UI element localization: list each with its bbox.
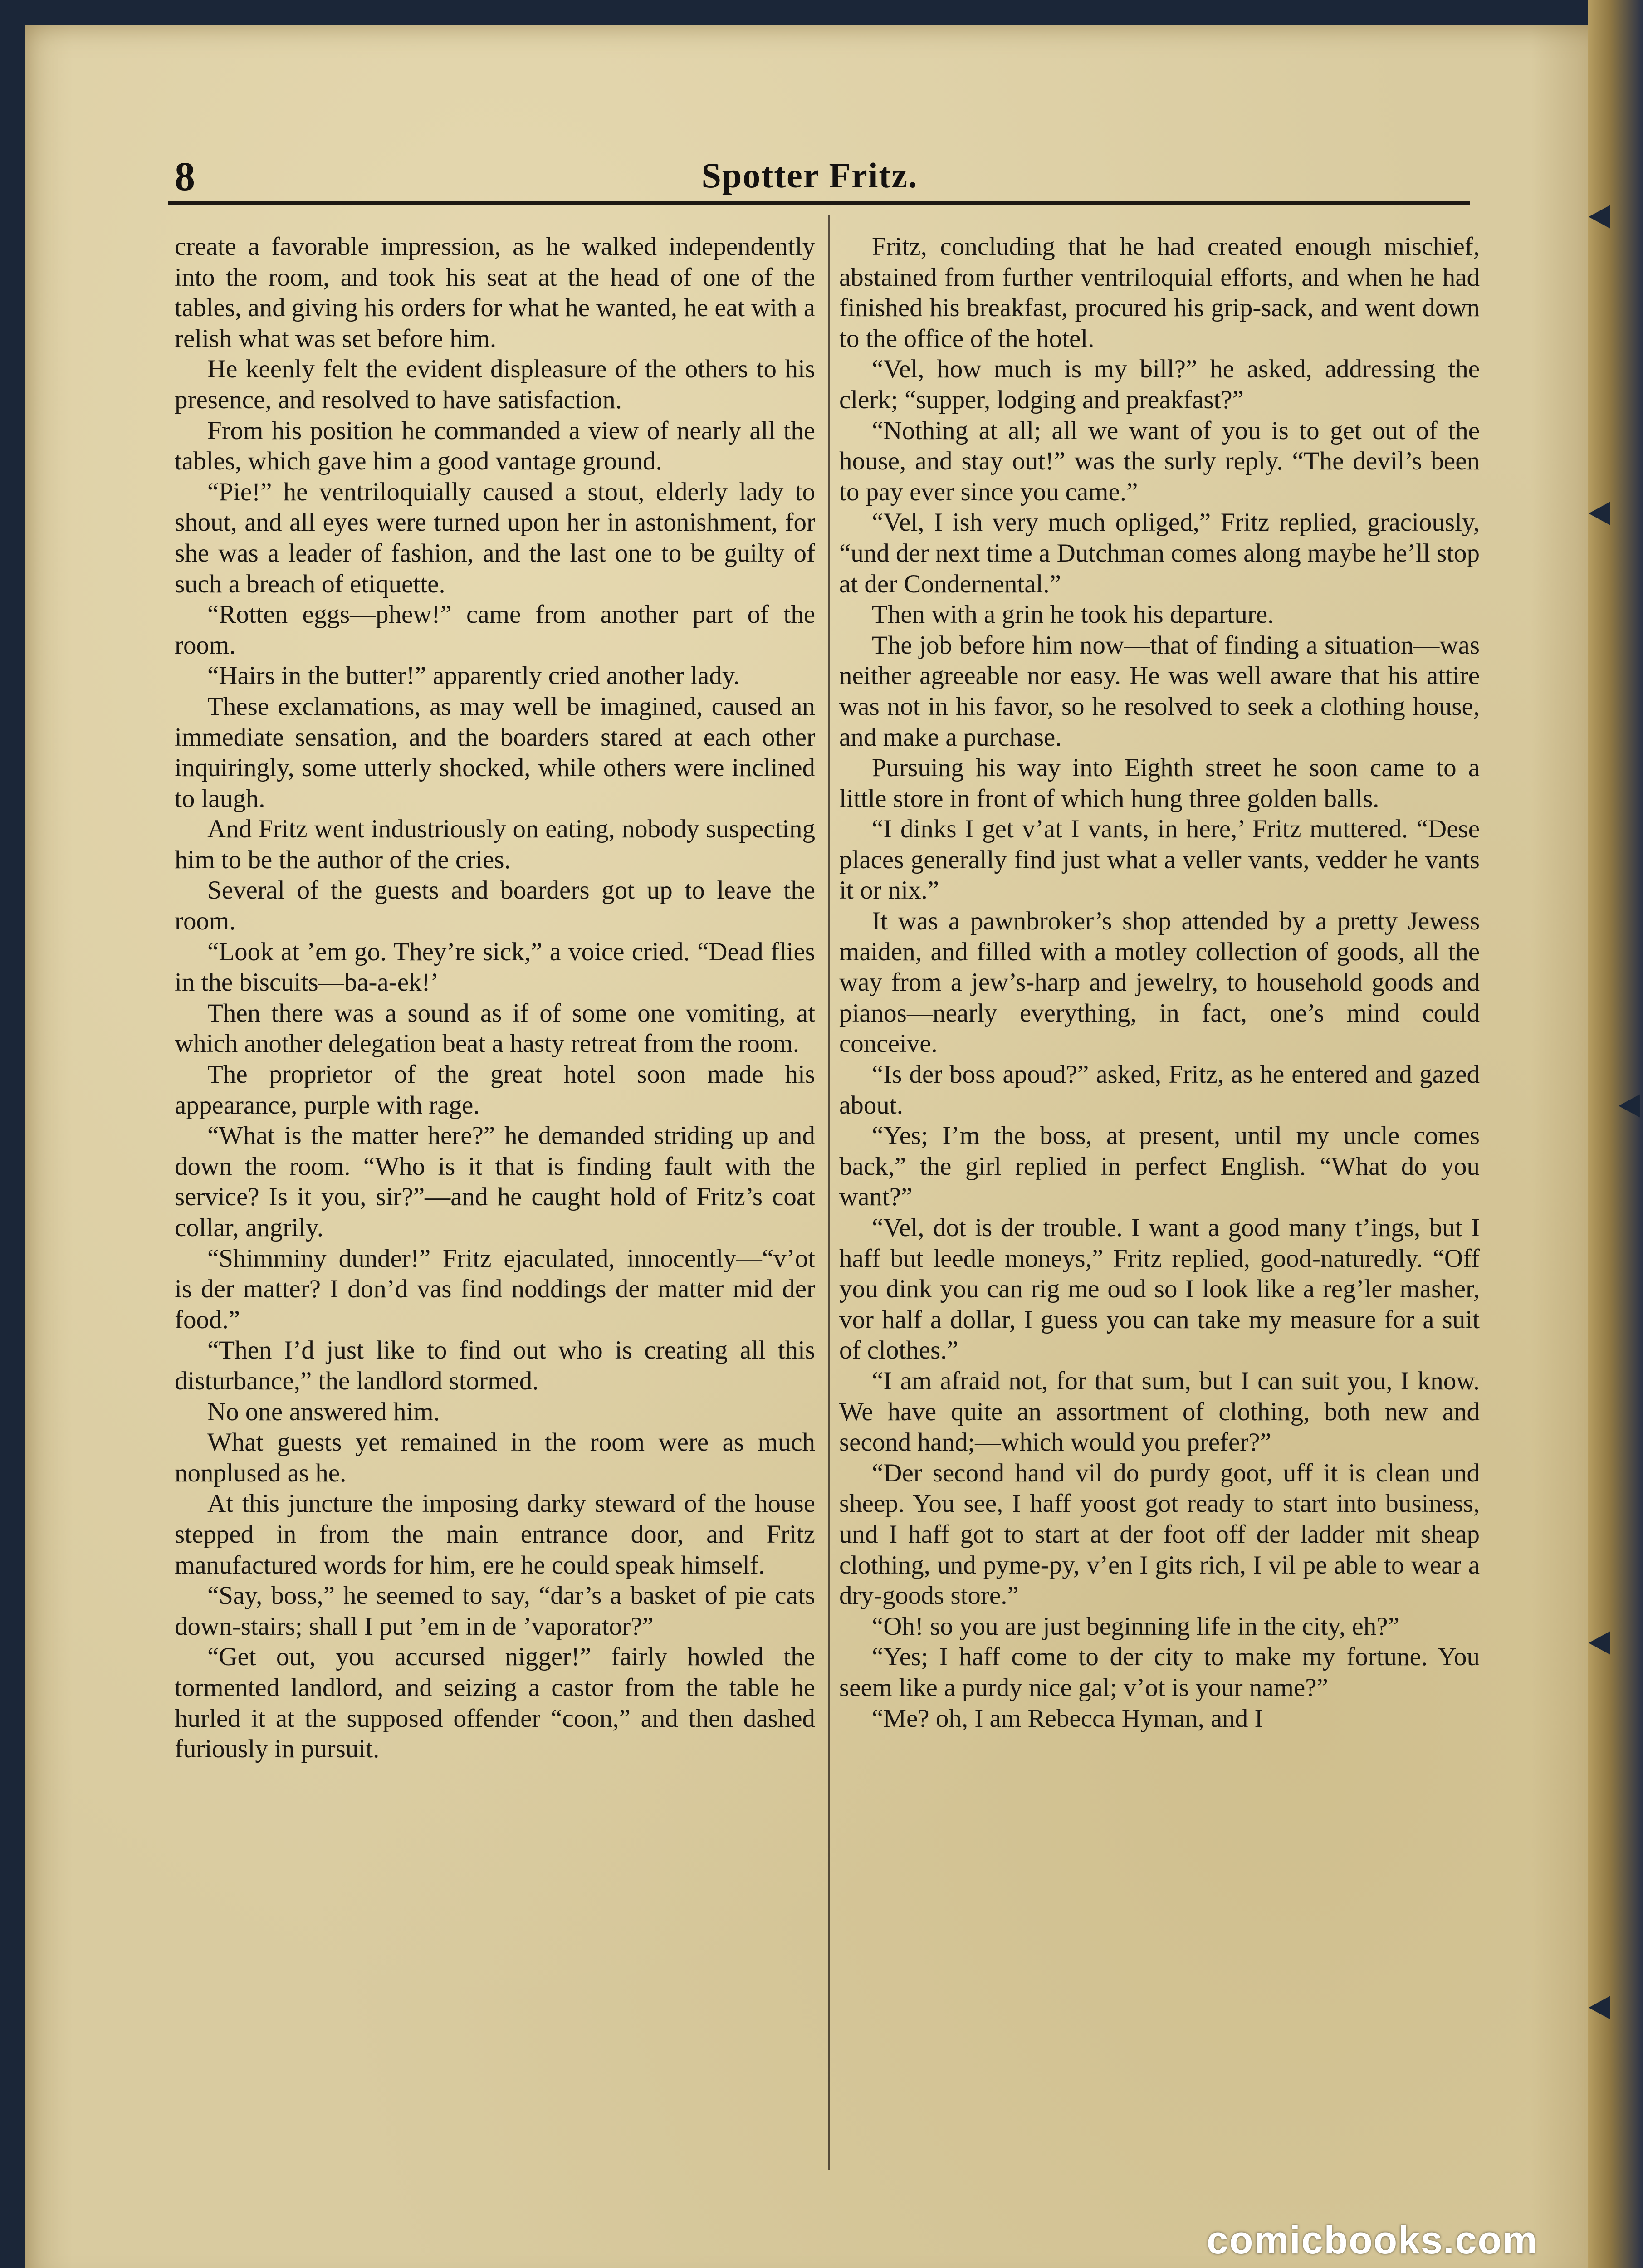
paragraph: “Nothing at all; all we want of you is to get out of the house, and stay out!” was the surly reply. “The devil’s been to pay ever since you came.” bbox=[839, 416, 1480, 506]
column-divider bbox=[828, 215, 830, 2170]
paragraph: Several of the guests and boarders got up to leave the room. bbox=[175, 876, 815, 936]
paragraph: “Shimminy dunder!” Fritz ejaculated, innocently—“v’ot is der matter? I don’d vas find noddings der matter mid der food.” bbox=[175, 1244, 815, 1334]
paragraph: “Then I’d just like to find out who is creating all this disturbance,” the landlord stormed. bbox=[175, 1336, 815, 1395]
paragraph: “Vel, dot is der trouble. I want a good many t’ings, but I haff but leedle moneys,” Fritz replied, good-naturedly. “Off you dink you can rig me oud so I look like a reg’ler masher, vor half a dollar, I guess you can take my measure for a suit of clothes.” bbox=[839, 1213, 1480, 1365]
binding-mark bbox=[1589, 1996, 1610, 2019]
site-watermark: comicbooks.com bbox=[1207, 2219, 1538, 2262]
paragraph: The job before him now—that of finding a situation—was neither agreeable nor easy. He was well aware that his attire was not in his favor, so he resolved to seek a clothing house, and make a purchase. bbox=[839, 631, 1480, 752]
paragraph: “I dinks I get v’at I vants, in here,’ Fritz muttered. “Dese places generally find just what a veller vants, vedder he vants it or nix.” bbox=[839, 815, 1480, 905]
paragraph: Then there was a sound as if of some one vomiting, at which another delegation beat a hasty retreat from the room. bbox=[175, 998, 815, 1058]
page-header bbox=[150, 145, 1470, 200]
right-column bbox=[839, 231, 1480, 1734]
paragraph: “Hairs in the butter!” apparently cried another lady. bbox=[207, 661, 740, 690]
paragraph: “Oh! so you are just beginning life in the city, eh?” bbox=[872, 1612, 1399, 1641]
paragraph: “I am afraid not, for that sum, but I can suit you, I know. We have quite an assortment of clothing, both new and second hand;—which would you prefer?” bbox=[839, 1366, 1480, 1457]
paragraph: “Pie!” he ventriloquially caused a stout, elderly lady to shout, and all eyes were turned upon her in astonishment, for she was a leader of fashion, and the last one to be guilty of such a breach of etiquette. bbox=[175, 477, 815, 598]
paragraph: Then with a grin he took his departure. bbox=[872, 600, 1274, 629]
paragraph: From his position he commanded a view of nearly all the tables, which gave him a good vantage ground. bbox=[175, 416, 815, 476]
binding-mark bbox=[1589, 205, 1610, 229]
paragraph: “Is der boss apoud?” asked, Fritz, as he entered and gazed about. bbox=[839, 1060, 1480, 1119]
paragraph: And Fritz went industriously on eating, nobody suspecting him to be the author of the cries. bbox=[175, 815, 815, 874]
paragraph: No one answered him. bbox=[207, 1397, 440, 1426]
paragraph: “Look at ’em go. They’re sick,” a voice cried. “Dead flies in the biscuits—ba-a-ek!’ bbox=[175, 937, 815, 997]
binding-mark bbox=[1619, 1094, 1640, 1118]
page-number: 8 bbox=[175, 154, 195, 199]
paragraph: It was a pawnbroker’s shop attended by a pretty Jewess maiden, and filled with a motley collection of goods, all the way from a jew’s-harp and jewelry, to household goods and pianos—nearly everything, in fact, one’s mind could conceive. bbox=[839, 907, 1480, 1058]
paragraph: At this juncture the imposing darky steward of the house stepped in from the main entrance door, and Fritz manufactured words for him, ere he could speak himself. bbox=[175, 1489, 815, 1579]
binding-mark bbox=[1589, 1631, 1610, 1655]
paragraph: create a favorable impression, as he walked independently into the room, and took his seat at the head of one of the tables, and giving his orders for what he wanted, he eat with a relish what was set before him. bbox=[175, 232, 815, 353]
paragraph: “Vel, how much is my bill?” he asked, addressing the clerk; “supper, lodging and preakfast?” bbox=[839, 355, 1480, 414]
paragraph: “Der second hand vil do purdy goot, uff it is clean und sheep. You see, I haff yoost got ready to start into business, und I haff got to start at der foot off der ladder mit sheap clothing, und pyme-py, v’en I gits rich, I vil pe able to wear a dry-goods store.” bbox=[839, 1458, 1480, 1610]
paragraph: “Rotten eggs—phew!” came from another part of the room. bbox=[175, 600, 815, 660]
header-rule bbox=[168, 201, 1470, 205]
running-title: Spotter Fritz. bbox=[701, 156, 918, 195]
paragraph: “Me? oh, I am Rebecca Hyman, and I bbox=[872, 1704, 1263, 1733]
paragraph: “Say, boss,” he seemed to say, “dar’s a basket of pie cats down-stairs; shall I put ’em in de ’vaporator?” bbox=[175, 1581, 815, 1641]
paragraph: “Get out, you accursed nigger!” fairly howled the tormented landlord, and seizing a castor from the table he hurled it at the supposed offender “coon,” and then dashed furiously in pursuit. bbox=[175, 1642, 815, 1764]
paragraph: What guests yet remained in the room were as much nonplused as he. bbox=[175, 1428, 815, 1487]
paragraph: These exclamations, as may well be imagined, caused an immediate sensation, and the boarders stared at each other inquiringly, some utterly shocked, while others were inclined to laugh. bbox=[175, 692, 815, 813]
paragraph: The proprietor of the great hotel soon made his appearance, purple with rage. bbox=[175, 1060, 815, 1119]
left-column bbox=[175, 231, 815, 1765]
paragraph: Fritz, concluding that he had created enough mischief, abstained from further ventriloquial efforts, and when he had finished his breakfast, procured his grip-sack, and went down to the office of the hotel. bbox=[839, 232, 1480, 353]
book-spine bbox=[1588, 0, 1643, 2268]
paragraph: “Vel, I ish very much opliged,” Fritz replied, graciously, “und der next time a Dutchman comes along maybe he’ll stop at der Condernental.” bbox=[839, 508, 1480, 598]
paragraph: Pursuing his way into Eighth street he soon came to a little store in front of which hung three golden balls. bbox=[839, 753, 1480, 813]
paragraph: “Yes; I haff come to der city to make my fortune. You seem like a purdy nice gal; v’ot is your name?” bbox=[839, 1642, 1480, 1702]
paragraph: “What is the matter here?” he demanded striding up and down the room. “Who is it that is finding fault with the service? Is it you, sir?”—and he caught hold of Fritz’s coat collar, angrily. bbox=[175, 1121, 815, 1242]
binding-mark bbox=[1589, 502, 1610, 525]
paragraph: He keenly felt the evident displeasure of the others to his presence, and resolved to have satisfaction. bbox=[175, 355, 815, 414]
paragraph: “Yes; I’m the boss, at present, until my uncle comes back,” the girl replied in perfect English. “What do you want?” bbox=[839, 1121, 1480, 1212]
